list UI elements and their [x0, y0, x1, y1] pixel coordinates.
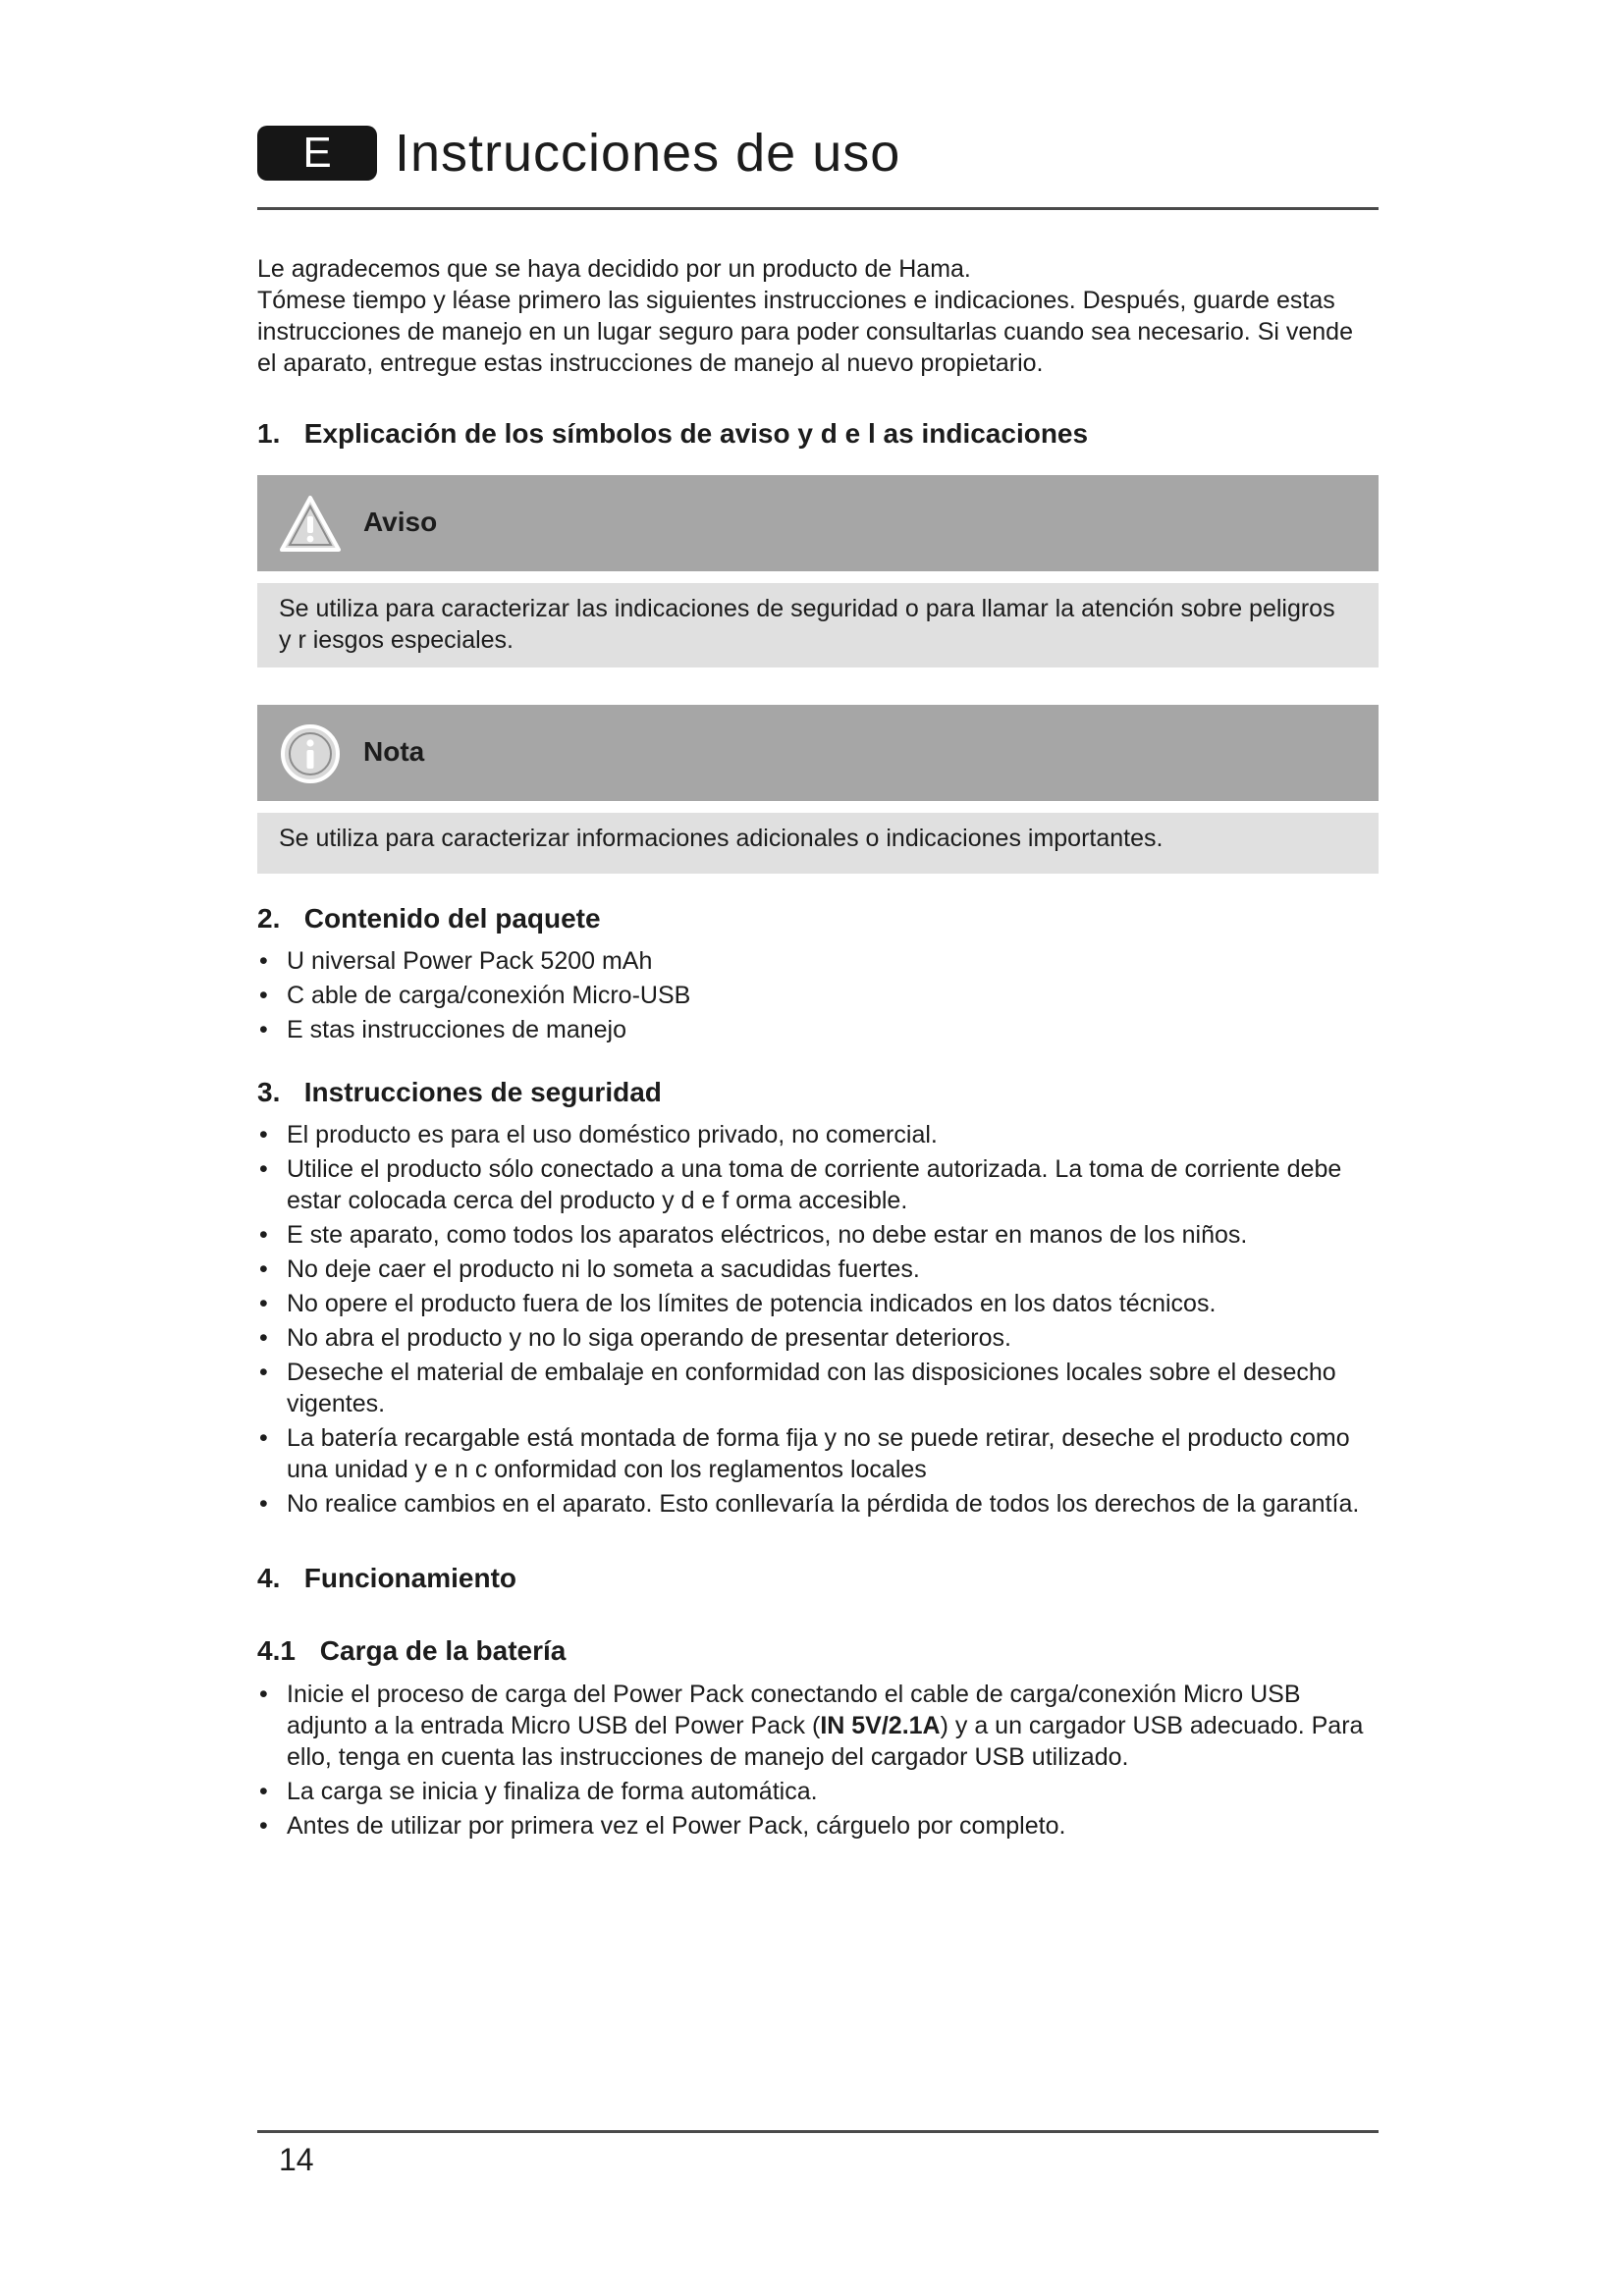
intro-text: [257, 253, 1379, 379]
list-item: • El producto es para el uso doméstico privado, no comercial.: [257, 1119, 1386, 1150]
list-item: • E stas instrucciones de manejo: [257, 1014, 1386, 1045]
list-item: [257, 1679, 1386, 1773]
warning-description: Se utiliza para caracterizar las indicaciones de seguridad o para llamar la atención sobre peligros y r iesgos especiales.: [279, 595, 1335, 654]
section-title: Carga de la batería: [319, 1635, 567, 1666]
list-item: • Antes de utilizar por primera vez el Power Pack, cárguelo por completo.: [257, 1810, 1386, 1842]
list-item: • No realice cambios en el aparato. Esto conllevaría la pérdida de todos los derechos de la garantía.: [257, 1488, 1386, 1520]
package-contents-list: [257, 945, 1386, 1048]
list-item: • La batería recargable está montada de forma fija y no se puede retirar, deseche el producto como una unidad y e n c onformidad con los reglamentos locales: [257, 1422, 1386, 1485]
list-item: • La carga se inicia y finaliza de forma automática.: [257, 1776, 1386, 1807]
warning-box-body: [257, 583, 1379, 667]
page-title: Instrucciones de uso: [395, 124, 901, 183]
note-box-body: [257, 813, 1379, 874]
note-box-header: [257, 705, 1379, 801]
list-item-text: ) y a un cargador USB adecuado. Para ello, tenga en cuenta las instrucciones de manejo del cargador USB utilizado.: [287, 1712, 1364, 1771]
safety-instructions-list: [257, 1119, 1386, 1522]
section-number: 4.: [257, 1563, 281, 1593]
section-3-heading: [257, 1075, 662, 1110]
section-1-heading: [257, 416, 1088, 452]
info-circle-icon: [279, 722, 342, 785]
note-label: Nota: [363, 736, 425, 767]
list-item: • Deseche el material de embalaje en conformidad con las disposiciones locales sobre el desecho vigentes.: [257, 1357, 1386, 1419]
section-number: 4.1: [257, 1635, 296, 1666]
list-item: • No opere el producto fuera de los límites de potencia indicados en los datos técnicos.: [257, 1288, 1386, 1319]
section-number: 2.: [257, 903, 281, 934]
list-item: • C able de carga/conexión Micro-USB: [257, 980, 1386, 1011]
footer-divider: [257, 2130, 1379, 2133]
section-title: Funcionamiento: [303, 1563, 517, 1593]
section-number: 1.: [257, 418, 281, 449]
section-2-heading: [257, 901, 601, 936]
intro-paragraph-2: Tómese tiempo y léase primero las siguientes instrucciones e indicaciones. Después, guarde estas instrucciones de manejo en un lugar seguro para poder consultarlas cuando sea necesario. Si vende el aparato, entregue estas instrucciones de manejo al nuevo propietario.: [257, 287, 1353, 377]
list-item: • E ste aparato, como todos los aparatos eléctricos, no debe estar en manos de los niños.: [257, 1219, 1386, 1251]
header-divider: [257, 207, 1379, 210]
page-header: [257, 116, 1379, 212]
section-title: Instrucciones de seguridad: [303, 1077, 662, 1107]
list-item: • U niversal Power Pack 5200 mAh: [257, 945, 1386, 977]
section-number: 3.: [257, 1077, 281, 1107]
list-item: • Utilice el producto sólo conectado a una toma de corriente autorizada. La toma de corriente debe estar colocada cerca del producto y d e f orma accesible.: [257, 1153, 1386, 1216]
battery-charging-list: [257, 1679, 1386, 1844]
warning-box-header: [257, 475, 1379, 571]
intro-paragraph-1: Le agradecemos que se haya decidido por un producto de Hama.: [257, 255, 971, 283]
list-item: • No deje caer el producto ni lo someta a sacudidas fuertes.: [257, 1254, 1386, 1285]
page-number: 14: [279, 2142, 314, 2177]
list-item-text: Inicie el proceso de carga del Power Pack conectando el cable de carga/conexión Micro USB adjunto a la entrada Micro USB del Power Pack (: [287, 1681, 1301, 1739]
warning-label: Aviso: [363, 507, 438, 537]
section-title: Explicación de los símbolos de aviso y d e l as indicaciones: [303, 418, 1089, 449]
section-4-heading: [257, 1561, 516, 1596]
section-title: Contenido del paquete: [303, 903, 601, 934]
note-description: Se utiliza para caracterizar informaciones adicionales o indicaciones importantes.: [279, 825, 1164, 852]
list-item: • No abra el producto y no lo siga operando de presentar deterioros.: [257, 1322, 1386, 1354]
warning-triangle-icon: [279, 493, 342, 556]
input-rating: IN 5V/2.1A: [820, 1712, 941, 1739]
section-4-1-heading: [257, 1633, 566, 1669]
language-badge: E: [257, 126, 377, 181]
